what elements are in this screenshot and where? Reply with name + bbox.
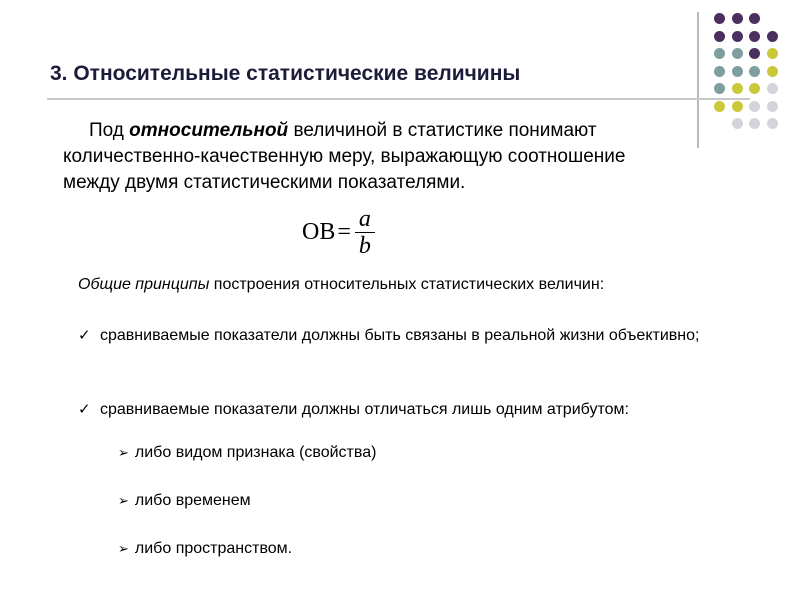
decorative-dot bbox=[732, 66, 743, 77]
sub-list-item bbox=[118, 540, 292, 558]
sub-list-item bbox=[118, 444, 376, 462]
sub-list-item bbox=[118, 492, 251, 510]
sub-list-item-text: либо видом признака (свойства) bbox=[134, 444, 377, 461]
formula-fraction bbox=[355, 206, 375, 259]
decorative-dot bbox=[749, 31, 760, 42]
formula-numerator: a bbox=[358, 206, 371, 232]
arrow-bullet-icon: ➢ bbox=[118, 542, 129, 557]
decorative-dot bbox=[767, 48, 778, 59]
arrow-bullet-icon: ➢ bbox=[118, 446, 129, 461]
list-item bbox=[78, 324, 718, 347]
decorative-dot bbox=[732, 118, 743, 129]
decorative-dot bbox=[749, 101, 760, 112]
decorative-dot bbox=[767, 118, 778, 129]
formula-lhs: ОВ bbox=[302, 219, 336, 245]
decorative-dot bbox=[714, 31, 725, 42]
sub-list-item-text: либо пространством. bbox=[134, 540, 293, 557]
arrow-bullet-icon: ➢ bbox=[118, 494, 129, 509]
principles-emphasis: Общие принципы bbox=[78, 276, 210, 293]
decorative-dot bbox=[749, 83, 760, 94]
decorative-dot bbox=[714, 13, 725, 24]
decorative-vertical-line bbox=[697, 12, 699, 148]
decorative-dot bbox=[732, 48, 743, 59]
decorative-dot bbox=[749, 66, 760, 77]
decorative-dot bbox=[767, 66, 778, 77]
decorative-dot bbox=[714, 48, 725, 59]
decorative-dots bbox=[714, 13, 794, 133]
sub-list-item-text: либо временем bbox=[134, 492, 251, 509]
list-item-text: сравниваемые показатели должны отличаться лишь одним атрибутом: bbox=[100, 401, 629, 418]
intro-emphasis: относительной bbox=[129, 120, 289, 141]
checkmark-icon: ✓ bbox=[78, 400, 91, 418]
decorative-dot bbox=[732, 31, 743, 42]
principles-heading bbox=[78, 276, 604, 294]
checkmark-icon: ✓ bbox=[78, 326, 91, 344]
list-item bbox=[78, 398, 778, 421]
decorative-dot bbox=[767, 31, 778, 42]
decorative-dot bbox=[749, 13, 760, 24]
list-item-text: сравниваемые показатели должны быть связаны в реальной жизни объективно; bbox=[100, 327, 700, 344]
decorative-dot bbox=[767, 101, 778, 112]
decorative-dot bbox=[714, 66, 725, 77]
decorative-dot bbox=[749, 118, 760, 129]
formula-denominator: b bbox=[358, 233, 371, 259]
decorative-dot bbox=[714, 83, 725, 94]
decorative-dot bbox=[767, 83, 778, 94]
decorative-dot bbox=[732, 13, 743, 24]
principles-rest: построения относительных статистических величин: bbox=[209, 276, 605, 293]
decorative-dot bbox=[749, 48, 760, 59]
slide-title: 3. Относительные статистические величины bbox=[50, 62, 521, 85]
intro-before: Под bbox=[89, 120, 130, 141]
formula bbox=[302, 206, 375, 259]
decorative-dot bbox=[714, 101, 725, 112]
intro-after: величиной в статистике понимают количественно-качественную меру, выражающую соотношение между двумя статистическими показателями. bbox=[63, 120, 626, 193]
decorative-dot bbox=[732, 101, 743, 112]
formula-equals: = bbox=[337, 219, 351, 245]
decorative-dot bbox=[732, 83, 743, 94]
intro-paragraph bbox=[63, 118, 683, 196]
title-underline bbox=[47, 98, 750, 100]
